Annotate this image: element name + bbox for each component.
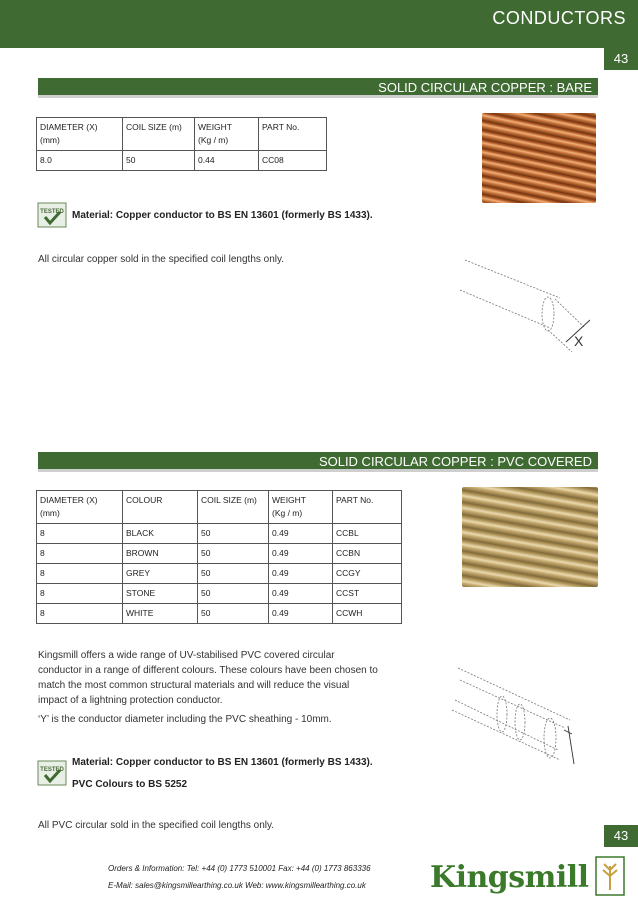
header-cell: PART No. xyxy=(333,491,402,524)
header-cell: PART No. xyxy=(259,118,327,151)
svg-text:TESTED: TESTED xyxy=(40,767,64,773)
header-cell: COIL SIZE (m) xyxy=(123,118,195,151)
section-bar-pvc xyxy=(38,452,598,472)
table-cell: GREY xyxy=(123,564,198,584)
table-header-row xyxy=(37,118,327,151)
pvc-conductor-diagram xyxy=(440,660,610,780)
table-row xyxy=(37,604,402,624)
table-cell: 0.49 xyxy=(269,524,333,544)
table-cell: 50 xyxy=(198,524,269,544)
copper-coil-photo xyxy=(482,113,596,203)
section-bar-bare xyxy=(38,78,598,98)
table-cell: 8 xyxy=(37,564,123,584)
table-cell: 50 xyxy=(123,151,195,171)
page-number-top: 43 xyxy=(604,48,638,70)
bare-material-text: Material: Copper conductor to BS EN 13601 (formerly BS 1433). xyxy=(72,210,373,221)
page-title: CONDUCTORS xyxy=(492,8,626,28)
header-bar xyxy=(0,0,638,48)
table-row xyxy=(37,584,402,604)
table-cell: 0.49 xyxy=(269,604,333,624)
table-cell: 50 xyxy=(198,604,269,624)
header-cell: WEIGHT (Kg / m) xyxy=(269,491,333,524)
kingsmill-logo-icon xyxy=(595,856,625,896)
bare-conductor-diagram xyxy=(440,250,610,360)
table-cell: 0.49 xyxy=(269,544,333,564)
table-cell: STONE xyxy=(123,584,198,604)
table-cell: 8 xyxy=(37,524,123,544)
section-title-pvc: SOLID CIRCULAR COPPER : PVC COVERED xyxy=(318,454,592,469)
svg-text:TESTED: TESTED xyxy=(40,209,64,215)
pvc-description: Kingsmill offers a wide range of UV-stabilised PVC covered circular conductor in a range of different colours. These colours have been chosen to match the most common structural materials and will reduce the visual impact of a lightning protection conductor. xyxy=(38,650,378,706)
header-cell: COIL SIZE (m) xyxy=(198,491,269,524)
diagram-label-x: X xyxy=(574,333,584,349)
table-cell: 50 xyxy=(198,584,269,604)
pvc-material-text: Material: Copper conductor to BS EN 13601 (formerly BS 1433). xyxy=(72,757,373,768)
table-cell: WHITE xyxy=(123,604,198,624)
table-cell: CCWH xyxy=(333,604,402,624)
table-cell: 0.49 xyxy=(269,584,333,604)
tested-badge-icon xyxy=(37,760,67,786)
tested-badge-icon xyxy=(37,202,67,228)
table-cell: 0.44 xyxy=(195,151,259,171)
section-underline xyxy=(38,95,598,98)
section-title-bare: SOLID CIRCULAR COPPER : BARE xyxy=(378,80,592,95)
table-row xyxy=(37,544,402,564)
table-cell: CCBL xyxy=(333,524,402,544)
table-row xyxy=(37,524,402,544)
table-cell: 8 xyxy=(37,584,123,604)
table-cell: 50 xyxy=(198,564,269,584)
header-cell: WEIGHT (Kg / m) xyxy=(195,118,259,151)
table-cell: 0.49 xyxy=(269,564,333,584)
table-cell: CCBN xyxy=(333,544,402,564)
header-cell: COLOUR xyxy=(123,491,198,524)
table-cell: 8 xyxy=(37,604,123,624)
table-cell: 8 xyxy=(37,544,123,564)
page-number-bottom: 43 xyxy=(604,825,638,847)
table-cell: 8.0 xyxy=(37,151,123,171)
pvc-spec-table xyxy=(36,490,402,624)
table-cell: BLACK xyxy=(123,524,198,544)
footer-contact-line: Orders & Information: Tel: +44 (0) 1773 510001 Fax: +44 (0) 1773 863336 xyxy=(108,864,371,873)
pvc-colours-standard: PVC Colours to BS 5252 xyxy=(72,779,188,790)
table-cell: CC08 xyxy=(259,151,327,171)
pvc-coil-note: All PVC circular sold in the specified coil lengths only. xyxy=(38,820,275,831)
pvc-coil-photo xyxy=(462,487,598,587)
header-cell: DIAMETER (X) (mm) xyxy=(37,491,123,524)
section-underline xyxy=(38,469,598,472)
table-row xyxy=(37,151,327,171)
bare-coil-note: All circular copper sold in the specified coil lengths only. xyxy=(38,254,285,265)
bare-spec-table xyxy=(36,117,327,171)
footer-web-line: E-Mail: sales@kingsmillearthing.co.uk Web: www.kingsmillearthing.co.uk xyxy=(108,881,366,890)
table-cell: BROWN xyxy=(123,544,198,564)
table-row xyxy=(37,564,402,584)
table-cell: 50 xyxy=(198,544,269,564)
table-cell: CCST xyxy=(333,584,402,604)
table-cell: CCGY xyxy=(333,564,402,584)
kingsmill-logo: Kingsmill xyxy=(430,860,589,895)
pvc-y-note: ‘Y’ is the conductor diameter including the PVC sheathing - 10mm. xyxy=(38,714,332,725)
header-cell: DIAMETER (X) (mm) xyxy=(37,118,123,151)
table-header-row xyxy=(37,491,402,524)
